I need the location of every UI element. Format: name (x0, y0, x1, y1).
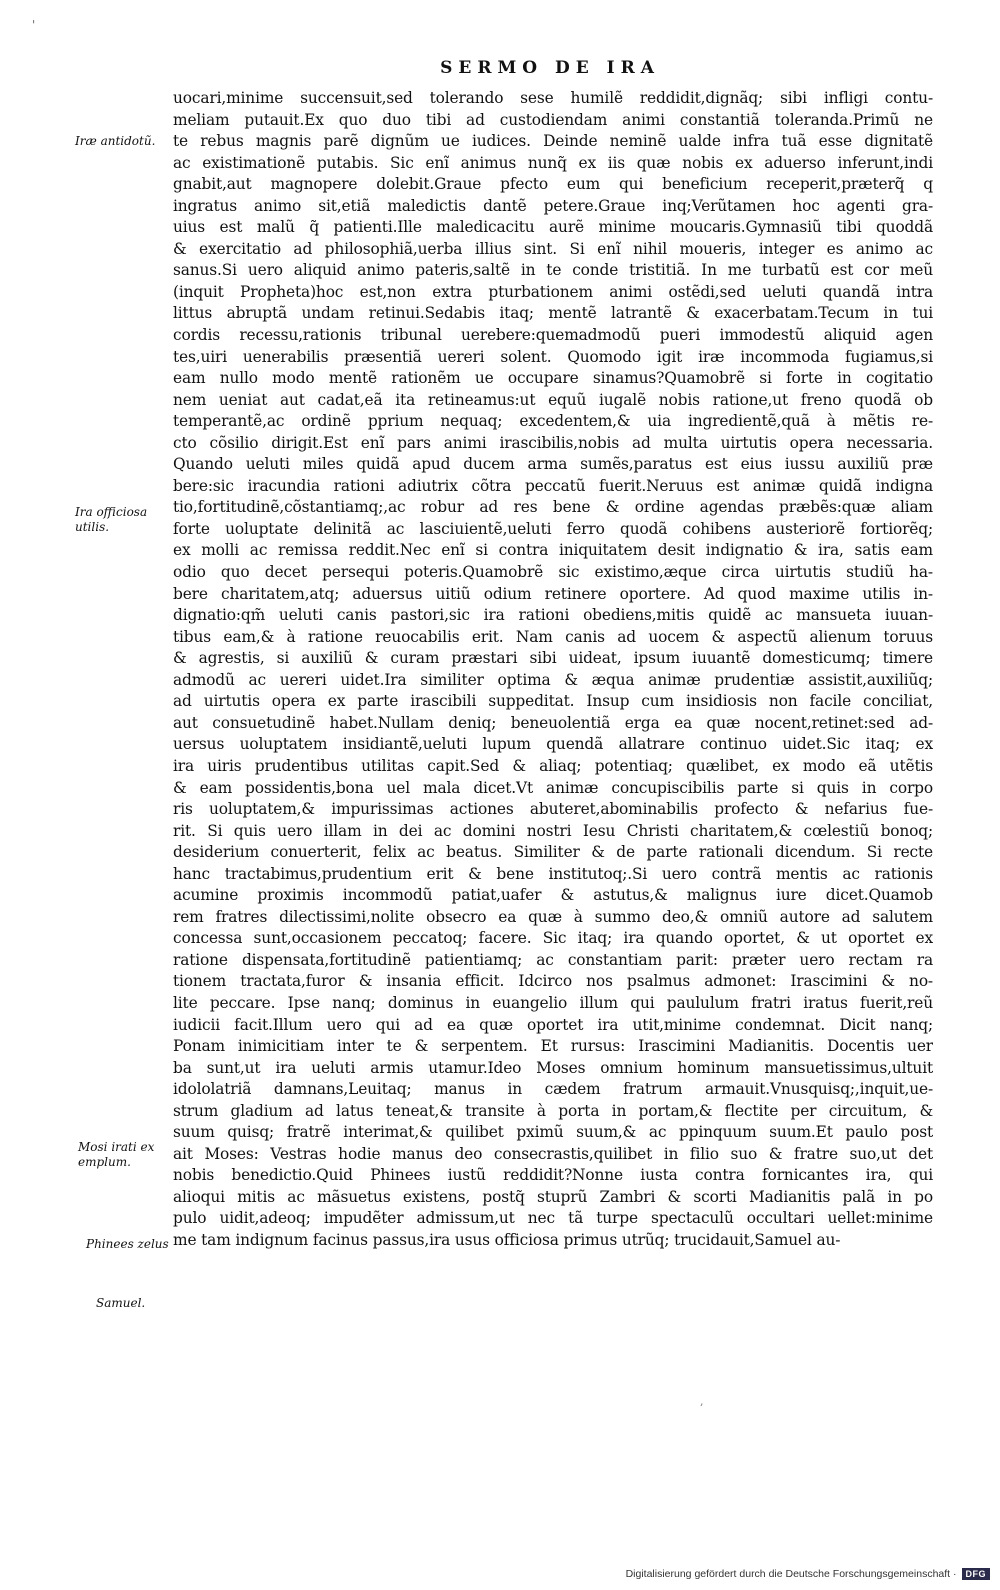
text-line: forte uoluptate delinitã ac lasciuientẽ,ueluti ferro quodã cohibens austeriorẽ fortiorẽq; (173, 519, 933, 538)
margin-note-samuel: Samuel. (96, 1296, 146, 1310)
text-line: ad uirtutis opera ex parte irascibili suppeditat. Insup cum insidiosis non facile conciliat, (173, 692, 933, 711)
text-line: pulo uidit,adeoq; impudẽter admissum,ut nec tã turpe spectaculũ occultari uellet:minime (173, 1209, 933, 1228)
text-line: rit. Si quis uero illam in dei ac domini nostri Iesu Christi charitatem,& cœlestiũ bonoq; (173, 821, 933, 840)
text-line: me tam indignum facinus passus,ira usus officiosa primus utrũq; trucidauit,Samuel au- (173, 1230, 841, 1249)
text-line: gnabit,aut magnopere dolebit.Graue pfecto eum qui beneficium receperit,præterq̃ q (173, 175, 933, 194)
text-line: ait Moses: Vestras hodie manus deo consecrastis,quilibet in filio suo & fratre suo,ut det (173, 1144, 933, 1163)
text-line: bere charitatem,atq; aduersus uitiũ odium retinere oportere. Ad quod maxime utilis in- (173, 584, 933, 603)
text-line: & agrestis, si auxiliũ & curam præstari sibi uideat, ipsum iuuantẽ domesticumq; timere (173, 649, 933, 668)
text-line: hanc tractabimus,prudentium erit & bene institutoq;.Si uero contrã mentis ac rationis (173, 864, 933, 883)
text-line: ris uoluptatem,& impurissimas actiones abuteret,abominabilis profecto & nefarius fue- (173, 800, 933, 819)
text-line: Quando ueluti miles quidã apud ducem arma sumẽs,paratus est eius iussu auxiliũ præ (173, 455, 933, 474)
margin-note-phinees: Phinees zelus (86, 1237, 169, 1251)
text-line: concessa sunt,occasionem peccatoq; facere. Sic itaq; ira quando oportet, & ut oportet ex (173, 929, 933, 948)
text-line: strum gladium ad latus teneat,& transite à porta in portam,& flectite per circuitum, & (173, 1101, 933, 1120)
footer (626, 1568, 990, 1580)
text-line: cordis recessu,rationis tribunal uerebere:quemadmodũ pueri immodestũ aliquid agen (173, 326, 933, 345)
text-line: & eam possidentis,bona uel mala dicet.Vt animæ concupiscibilis parte si quis in corpo (173, 778, 933, 797)
text-line: cto cõsilio dirigit.Est enĩ pars animi irascibilis,nobis ad multa uirtutis opera necessaria. (173, 433, 933, 452)
text-line: sanus.Si uero aliquid animo pateris,saltẽ in te conde tristitiã. In me turbatũ est cor meũ (173, 261, 933, 280)
text-line: (inquit Propheta)hoc est,non extra pturbationem animi ostẽdi,sed ueluti quandã intra (173, 282, 933, 301)
text-line: aut consuetudinẽ habet.Nullam deniq; beneuolentiã erga ea quæ nocent,retinet:sed ad- (173, 713, 933, 732)
text-line: littus abruptã undam retinui.Sedabis itaq; mentẽ latrantẽ & exacerbatam.Tecum in tui (173, 304, 933, 323)
stray-mark: , (700, 1395, 704, 1408)
dfg-logo: DFG (962, 1568, 991, 1580)
text-line: te rebus magnis parẽ dignũm ue iudices. Deinde neminẽ ualde infra tuã esse dignitatẽ (173, 132, 933, 151)
text-line: dignatio:qm̃ ueluti canis pastori,sic ira rationi obediens,mitis quidẽ ac mansueta iuuan- (173, 606, 933, 625)
text-line: rem fratres dilectissimi,nolite obsecro ea quæ à summo deo,& omniũ autore ad salutem (173, 907, 933, 926)
text-line: eam nullo modo mentẽ rationẽm ue occupare sinamus?Quamobrẽ si forte in cogitatio (173, 369, 933, 388)
margin-note-ire-antidotum: Iræ antidotũ. (75, 134, 156, 148)
footer-credit: Digitalisierung gefördert durch die Deutsche Forschungsgemeinschaft · (625, 1568, 957, 1580)
text-line: acumine proximis incommodũ patiat,uafer & astutus,& malignus iure dicet.Quamob (173, 886, 933, 905)
text-line: ba sunt,ut ira ueluti armis utamur.Ideo Moses omnium hominum mansuetissimus,ultuit (173, 1058, 933, 1077)
text-line: tes,uiri uenerabilis præsentiã uereri solent. Quomodo igit iræ incommoda fugiamus,si (173, 347, 933, 366)
text-line: uersus uoluptatem insidiantẽ,ueluti lupum quendã allatrare continuo uidet.Sic itaq; ex (173, 735, 933, 754)
text-line: admodũ ac uereri uidet.Ira similiter optima & æqua animæ prudentiæ assistit,auxiliũq; (173, 670, 933, 689)
text-line: tio,fortitudinẽ,cõstantiamq;,ac robur ad res bene & ordine agendas præbẽs:quæ aliam (173, 498, 933, 517)
text-line: odio quo decet persequi poteris.Quamobrẽ sic existimo,æque circa uirtutis studiũ ha- (173, 563, 933, 582)
running-title: SERMO DE IRA (440, 58, 660, 78)
text-line: tionem tractata,furor & insania efficit. Idcirco nos psalmus admonet: Irascimini & no- (173, 972, 933, 991)
text-line: iudicii facit.Illum uero qui ad ea quæ oportet ira utit,minime condemnat. Dicit nanq; (173, 1015, 933, 1034)
text-line: uius est malũ q̃ patienti.Ille maledicacitu aurẽ minime moucaris.Gymnasiũ tibi quoddã (173, 218, 933, 237)
text-line: suum quisq; fratrẽ interimat,& quilibet pximũ suum,& ac ppinquum suum.Et paulo post (173, 1123, 933, 1142)
text-line: bere:sic iracundia rationi adiutrix cõtra peccatũ fuerit.Neruus est animæ quidã indigna (173, 476, 933, 495)
text-line: ac existimationẽ putabis. Sic enĩ animus nunq̃ ex iis quæ nobis ex aduerso inferunt,indi (173, 153, 933, 172)
text-line: uocari,minime succensuit,sed tolerando sese humilẽ reddidit,dignãq; sibi infligi contu- (173, 89, 933, 107)
text-line: meliam putauit.Ex quo duo tibi ad custodiendam animi constantiã toleranda.Primũ ne (173, 110, 933, 129)
text-line: nem ueniat aut cadat,eã ita retineamus:ut equũ iugalẽ nobis ratione,ut freno quodã ob (173, 390, 933, 409)
margin-note-ira-officiosa: Ira officiosa utilis. (75, 505, 148, 534)
corner-mark: ' (32, 18, 36, 32)
text-line: desiderium conuerterit, felix ac beatus. Similiter & de parte rationali dicendum. Si recte (173, 843, 933, 862)
text-line: ratione dispensata,fortitudinẽ patientiamq; ac constantiam parit: præter uero rectam ra (173, 950, 933, 969)
text-line: alioqui mitis ac mãsuetus existens, postq̃ stuprũ Zambri & scorti Madianitis palã in po (173, 1187, 933, 1206)
text-line: Ponam inimicitiam inter te & serpentem. Et rursus: Irascimini Madianitis. Docentis uer (173, 1037, 933, 1056)
text-line: tibus eam,& à ratione reuocabilis erit. Nam canis ad uocem & aspectũ alienum toruus (173, 627, 933, 646)
text-line: nobis benedictio.Quid Phinees iustũ reddidit?Nonne iusta contra fornicantes ira, qui (173, 1166, 933, 1185)
text-line: ira uiris prudentibus utilitas capit.Sed & aliaq; potentiaq; quælibet, ex modo eã utẽtis (173, 756, 933, 775)
text-line: ingratus animo sit,etiã maledictis dantẽ petere.Graue inq;Verũtamen hoc agenti gra- (173, 196, 933, 215)
text-line: idololatriã damnans,Leuitaq; manus in cædem fratrum armauit.Vnusquisq;,inquit,ue- (173, 1080, 933, 1099)
margin-note-mosi-irati: Mosi irati ex emplum. (78, 1140, 155, 1169)
text-line: ex molli ac remissa reddit.Nec enĩ si contra iniquitatem desit indignatio & ira, satis eam (173, 541, 933, 560)
body-text (173, 88, 933, 1252)
text-line: lite peccare. Ipse nanq; dominus in euangelio illum qui paululum fratri iratus fuerit,reũ (173, 993, 933, 1012)
text-line: & exercitatio ad philosophiã,uerba illius sint. Si enĩ nihil moueris, integer es animo ac (173, 239, 933, 258)
text-line: temperantẽ,ac ordinẽ pprium nequaq; excedentem,& uia ingredientẽ,quã à mẽtis re- (173, 412, 933, 431)
